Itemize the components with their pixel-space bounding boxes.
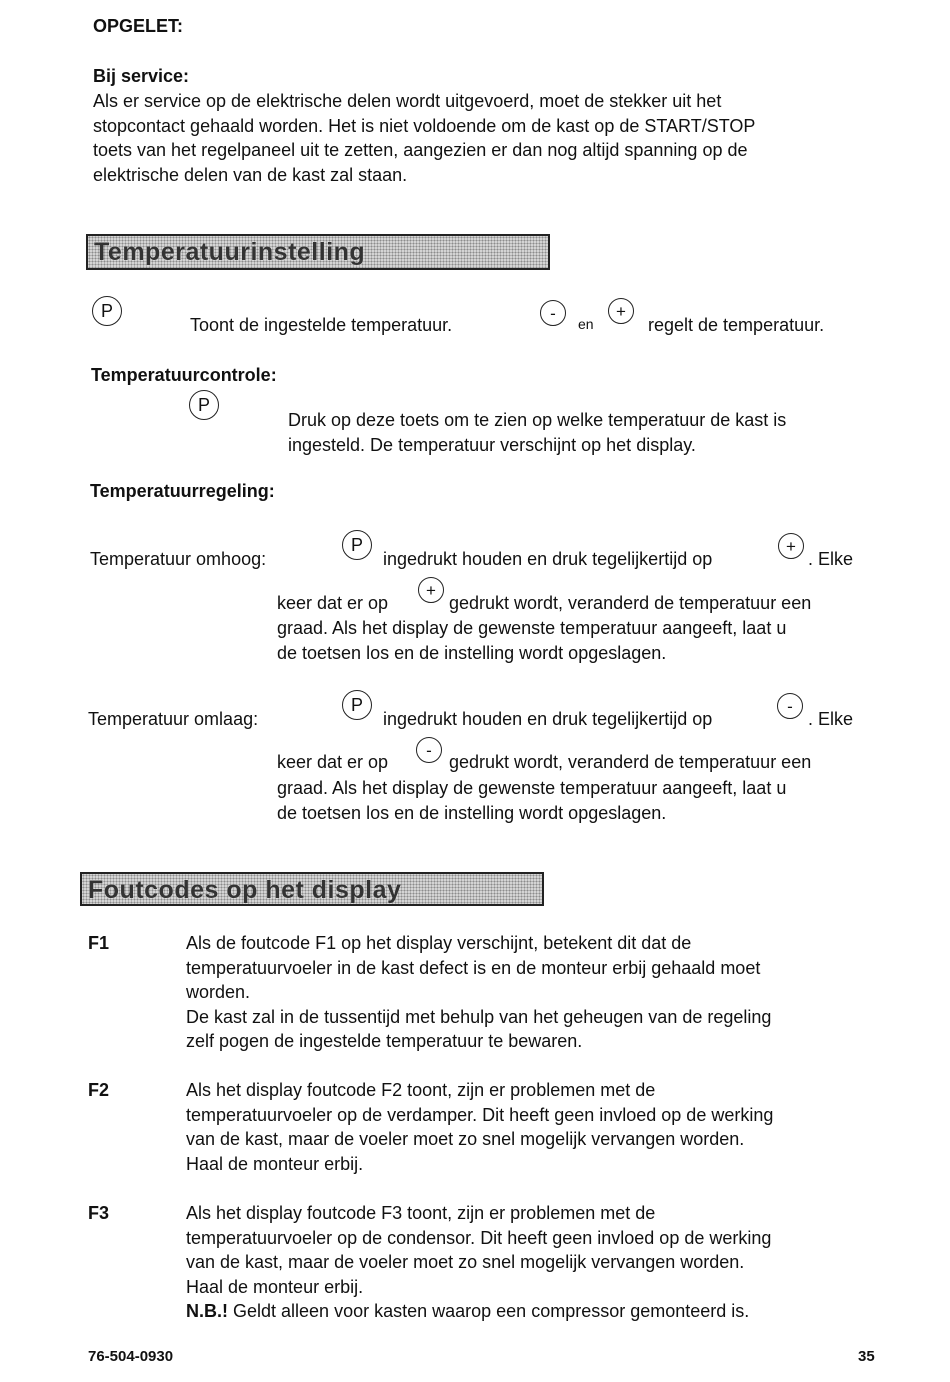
- p-key-icon: P: [342, 530, 372, 560]
- desc-line: temperatuurvoeler in de kast defect is en de monteur erbij gehaald moet: [186, 957, 761, 978]
- up-paragraph-rest: [277, 616, 887, 665]
- service-heading: Bij service:: [93, 66, 190, 86]
- plus-key-icon: +: [608, 298, 634, 324]
- down-line1-end: . Elke: [808, 709, 854, 729]
- desc-line: Haal de monteur erbij.: [186, 1276, 364, 1297]
- up-label: Temperatuur omhoog:: [90, 549, 267, 569]
- down-line2-start: keer dat er op: [277, 752, 389, 772]
- error-desc-f3: [186, 1201, 886, 1324]
- desc-line: worden.: [186, 982, 251, 1002]
- control-heading: Temperatuurcontrole:: [91, 365, 277, 385]
- desc-line: temperatuurvoeler op de condensor. Dit heeft geen invloed op de werking: [186, 1227, 772, 1248]
- note-text: Geldt alleen voor kasten waarop een compressor gemonteerd is.: [228, 1301, 750, 1321]
- plus-key-icon: +: [418, 577, 444, 603]
- down-line: de toetsen los en de instelling wordt opgeslagen.: [277, 802, 667, 823]
- error-desc-f2: [186, 1078, 886, 1176]
- service-line: elektrische delen van de kast zal staan.: [93, 164, 408, 185]
- intro-en-text: en: [578, 316, 594, 332]
- section-banner-error-codes: Foutcodes op het display: [80, 872, 544, 906]
- desc-line: Haal de monteur erbij.: [186, 1153, 364, 1174]
- desc-line: De kast zal in de tussentijd met behulp van het geheugen van de regeling: [186, 1006, 772, 1027]
- desc-line: Als de foutcode F1 op het display verschijnt, betekent dit dat de: [186, 933, 692, 953]
- p-key-icon: P: [342, 690, 372, 720]
- desc-line: zelf pogen de ingestelde temperatuur te bewaren.: [186, 1031, 583, 1051]
- service-line: stopcontact gehaald worden. Het is niet voldoende om de kast op de START/STOP: [93, 115, 756, 136]
- up-line1-end: . Elke: [808, 549, 854, 569]
- p-key-icon: P: [92, 296, 122, 326]
- plus-key-icon: +: [778, 533, 804, 559]
- minus-key-icon: -: [416, 737, 442, 763]
- error-code-f1: F1: [88, 933, 110, 953]
- note-line: [186, 1299, 886, 1324]
- desc-line: Als het display foutcode F3 toont, zijn er problemen met de: [186, 1203, 656, 1223]
- minus-key-icon: -: [540, 300, 566, 326]
- up-line2-start: keer dat er op: [277, 593, 389, 613]
- intro-adjust-text: regelt de temperatuur.: [648, 315, 825, 335]
- down-line: graad. Als het display de gewenste temperatuur aangeeft, laat u: [277, 778, 787, 798]
- warning-title: OPGELET:: [93, 16, 184, 36]
- desc-line: van de kast, maar de voeler moet zo snel mogelijk vervangen worden.: [186, 1129, 745, 1149]
- up-line: graad. Als het display de gewenste temperatuur aangeeft, laat u: [277, 618, 787, 638]
- error-desc-f1: [186, 931, 886, 1054]
- footer-page-number: 35: [858, 1348, 875, 1365]
- down-paragraph-rest: [277, 776, 887, 825]
- minus-key-icon: -: [777, 693, 803, 719]
- error-code-f3: F3: [88, 1203, 110, 1223]
- error-code-f2: F2: [88, 1080, 110, 1100]
- service-paragraph: [93, 89, 893, 187]
- service-line: toets van het regelpaneel uit te zetten, aangezien er dan nog altijd spanning op de: [93, 140, 748, 160]
- desc-line: temperatuurvoeler op de verdamper. Dit heeft geen invloed op de werking: [186, 1104, 774, 1125]
- note-label: N.B.!: [186, 1301, 228, 1321]
- down-line1: ingedrukt houden en druk tegelijkertijd op: [383, 709, 713, 729]
- intro-show-text: Toont de ingestelde temperatuur.: [190, 315, 453, 335]
- section-banner-temperature: Temperatuurinstelling: [86, 234, 550, 270]
- up-line: de toetsen los en de instelling wordt opgeslagen.: [277, 642, 667, 663]
- up-line1: ingedrukt houden en druk tegelijkertijd op: [383, 549, 713, 569]
- control-line: ingesteld. De temperatuur verschijnt op het display.: [288, 434, 696, 455]
- down-label: Temperatuur omlaag:: [88, 709, 259, 729]
- control-line: Druk op deze toets om te zien op welke temperatuur de kast is: [288, 410, 787, 430]
- regulation-heading: Temperatuurregeling:: [90, 481, 275, 501]
- control-paragraph: [288, 408, 888, 457]
- service-line: Als er service op de elektrische delen wordt uitgevoerd, moet de stekker uit het: [93, 91, 722, 111]
- down-line2-end: gedrukt wordt, veranderd de temperatuur een: [449, 752, 812, 772]
- desc-line: van de kast, maar de voeler moet zo snel mogelijk vervangen worden.: [186, 1252, 745, 1272]
- desc-line: Als het display foutcode F2 toont, zijn er problemen met de: [186, 1080, 656, 1100]
- p-key-icon: P: [189, 390, 219, 420]
- up-line2-end: gedrukt wordt, veranderd de temperatuur een: [449, 593, 812, 613]
- footer-doc-number: 76-504-0930: [88, 1348, 174, 1365]
